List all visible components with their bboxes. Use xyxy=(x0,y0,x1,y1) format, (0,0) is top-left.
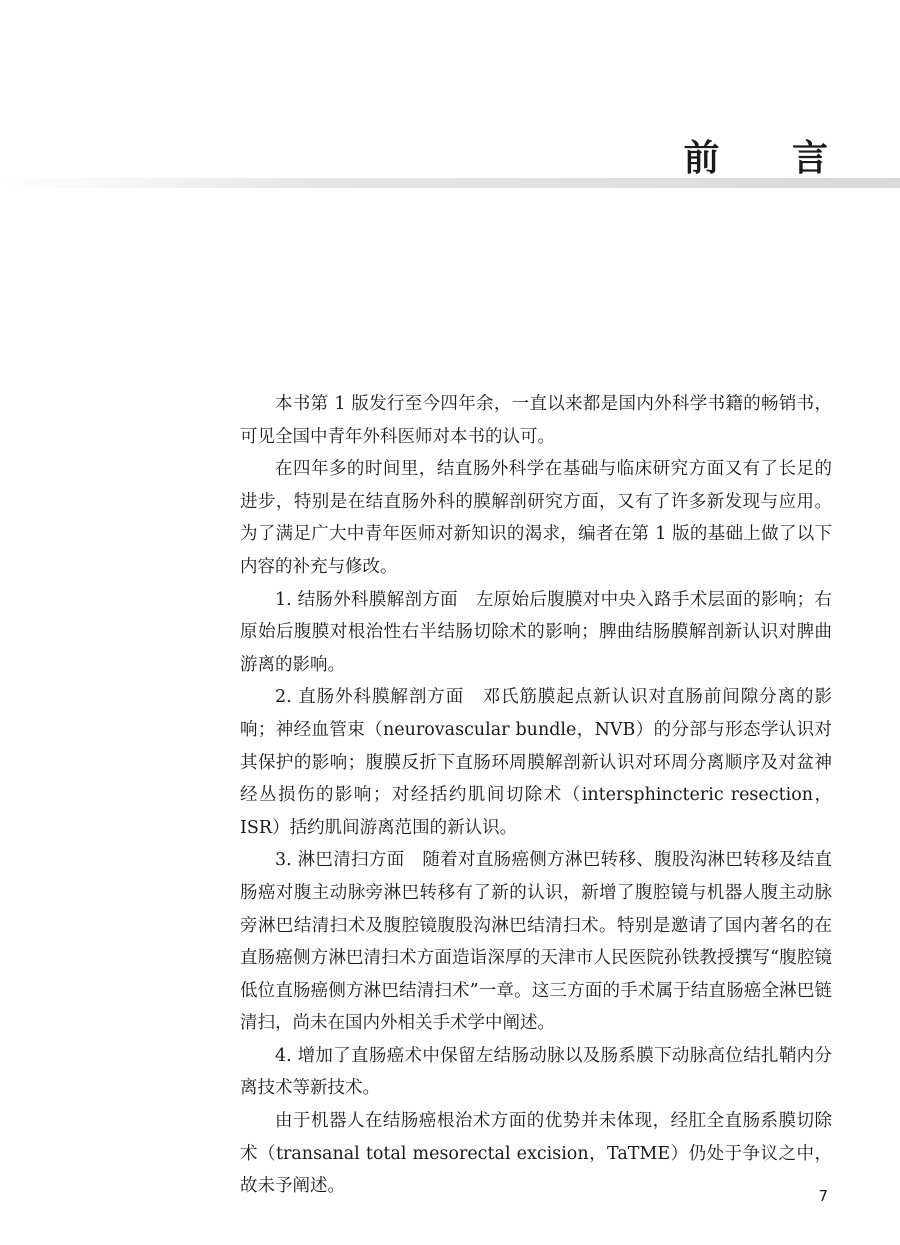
paragraph-2 xyxy=(240,453,832,583)
paragraph-6-text: 4. 增加了直肠癌术中保留左结肠动脉以及肠系膜下动脉高位结扎鞘内分离技术等新技术。 xyxy=(240,1045,832,1099)
paragraph-3-text: 左原始后腹膜对中央入路手术层面的影响；右原始后腹膜对根治性右半结肠切除术的影响；脾曲结肠膜解剖新认识对脾曲游离的影响。 xyxy=(240,589,833,675)
paragraph-3 xyxy=(240,584,832,682)
paragraph-5 xyxy=(240,844,832,1040)
body-text xyxy=(240,388,832,1203)
paragraph-4-lead: 2. 直肠外科膜解剖方面 xyxy=(275,687,465,708)
paragraph-4-text: 邓氏筋膜起点新认识对直肠前间隙分离的影响；神经血管束（neurovascular bundle，NVB）的分部与形态学认识对其保护的影响；腹膜反折下直肠环周膜解剖新认识对环周分离顺序及对盆神经丛损伤的影响；对经括约肌间切除术（intersphincteric resection，ISR）括约肌间游离范围的新认识。 xyxy=(240,687,832,838)
chapter-title: 前 言 xyxy=(683,138,858,179)
paragraph-1-text: 本书第 1 版发行至今四年余，一直以来都是国内外科学书籍的畅销书，可见全国中青年外科医师对本书的认可。 xyxy=(240,394,832,447)
paragraph-5-text: 随着对直肠癌侧方淋巴转移、腹股沟淋巴转移及结直肠癌对腹主动脉旁淋巴转移有了新的认识，新增了腹腔镜与机器人腹主动脉旁淋巴结清扫术及腹腔镜腹股沟淋巴结清扫术。特别是邀请了国内著名的在直肠癌侧方淋巴清扫术方面造诣深厚的天津市人民医院孙铁教授撰写“腹腔镜低位直肠癌侧方淋巴结清扫术”一章。这三方面的手术属于结直肠癌全淋巴链清扫，尚未在国内外相关手术学中阐述。 xyxy=(240,850,832,1034)
paragraph-3-lead: 1. 结肠外科膜解剖方面 xyxy=(275,589,459,610)
paragraph-6 xyxy=(240,1040,832,1105)
page-number: 7 xyxy=(818,1187,828,1205)
paragraph-4 xyxy=(240,681,832,844)
paragraph-2-text: 在四年多的时间里，结直肠外科学在基础与临床研究方面又有了长足的进步，特别是在结直肠外科的膜解剖研究方面，又有了许多新发现与应用。为了满足广大中青年医师对新知识的渴求，编者在第 1 版的基础上做了以下内容的补充与修改。 xyxy=(240,459,832,577)
paragraph-5-lead: 3. 淋巴清扫方面 xyxy=(275,850,405,871)
paragraph-7 xyxy=(240,1105,832,1203)
paragraph-1 xyxy=(240,388,832,453)
paragraph-7-text: 由于机器人在结肠癌根治术方面的优势并未体现，经肛全直肠系膜切除术（transanal total mesorectal excision，TaTME）仍处于争议之中，故未予阐述。 xyxy=(240,1111,832,1197)
